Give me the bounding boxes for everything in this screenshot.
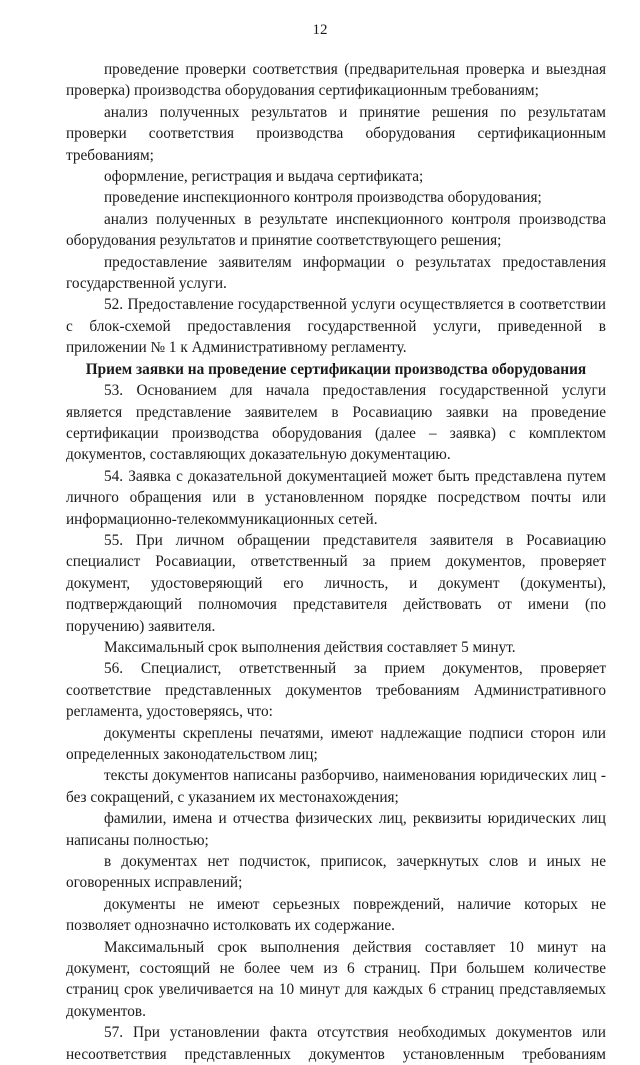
paragraph-55: 55. При личном обращении представителя заявителя в Росавиацию специалист Росавиации, ответственный за прием документов, проверяет документ, удостоверяющий его личность, и документ (документы), подтверждающий полномочия представителя действовать от имени (по поручению) заявителя. bbox=[66, 531, 606, 635]
paragraph-52: 52. Предоставление государственной услуги осуществляется в соответствии с блок-схемой предоставления государственной услуги, приведенной в приложении № 1 к Административному регламенту. bbox=[66, 296, 606, 357]
list-item: анализ полученных результатов и принятие решения по результатам проверки соответствия производства оборудования сертификационным требованиям; bbox=[66, 103, 606, 164]
paragraph-57: 57. При установлении факта отсутствия необходимых документов или несоответствия представленных документов установленным требованиям bbox=[66, 1024, 606, 1063]
list-item: предоставление заявителям информации о результатах предоставления государственной услуги. bbox=[66, 253, 606, 293]
paragraph-max-time-5min: Максимальный срок выполнения действия составляет 5 минут. bbox=[104, 638, 516, 656]
paragraph-max-time-10min: Максимальный срок выполнения действия составляет 10 минут на документ, состоящий не более чем из 6 страниц. При большем количестве страниц срок увеличивается на 10 минут для каждых 6 страниц представляемых документов. bbox=[66, 938, 606, 1020]
list-item: тексты документов написаны разборчиво, наименования юридических лиц - без сокращений, с указанием их местонахождения; bbox=[66, 767, 606, 806]
paragraph-53: 53. Основанием для начала предоставления государственной услуги является представление заявителем в Росавиацию заявки на проведение сертификации производства оборудования (далее – заявка) с комплектом документов, составляющих доказательную документацию. bbox=[66, 382, 606, 464]
list-item: фамилии, имена и отчества физических лиц, реквизиты юридических лиц написаны полностью; bbox=[66, 810, 606, 849]
list-item: проведение инспекционного контроля производства оборудования; bbox=[104, 189, 542, 207]
page-number: 12 bbox=[312, 22, 328, 38]
list-item: документы не имеют серьезных повреждений, наличие которых не позволяет однозначно истолковать их содержание. bbox=[66, 895, 606, 935]
paragraph-56: 56. Специалист, ответственный за прием документов, проверяет соответствие представленных документов требованиям Административного регламента, удостоверяясь, что: bbox=[66, 660, 606, 721]
list-item: в документах нет подчисток, приписок, зачеркнутых слов и иных не оговоренных исправлений; bbox=[66, 853, 606, 892]
list-item: анализ полученных в результате инспекционного контроля производства оборудования результатов и принятие соответствующего решения; bbox=[66, 210, 606, 250]
section-heading: Прием заявки на проведение сертификации производства оборудования bbox=[85, 360, 587, 378]
list-item: документы скреплены печатями, имеют надлежащие подписи сторон или определенных законодательством лиц; bbox=[66, 724, 606, 763]
paragraph-54: 54. Заявка с доказательной документацией может быть представлена путем личного обращения или в установленном порядке посредством почты или информационно-телекоммуникационных сетей. bbox=[66, 467, 606, 528]
list-item: оформление, регистрация и выдача сертификата; bbox=[104, 168, 424, 186]
list-item: проведение проверки соответствия (предварительная проверка и выездная проверка) производства оборудования сертификационным требованиям; bbox=[66, 61, 606, 100]
document-body bbox=[66, 59, 606, 1065]
